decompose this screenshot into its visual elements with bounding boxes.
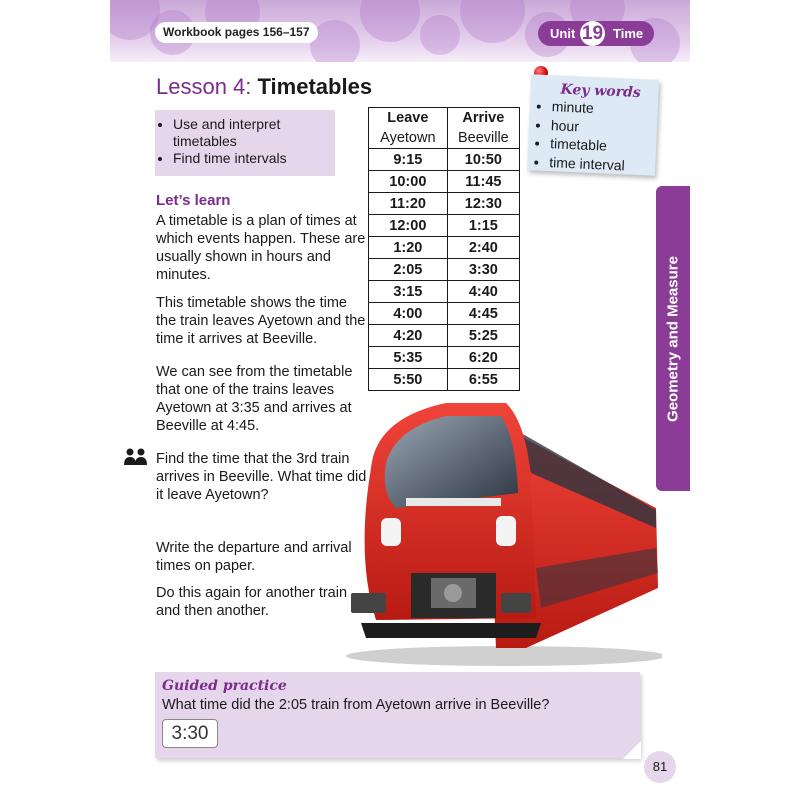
timetable-row [369, 325, 520, 347]
arrive-time: 12:30 [447, 193, 519, 215]
lets-learn-heading: Let’s learn [156, 192, 231, 209]
train-image [336, 398, 662, 668]
arrive-time: 11:45 [447, 171, 519, 193]
objective-item: • Use and interpret timetables [173, 116, 335, 150]
arrive-time: 4:45 [447, 303, 519, 325]
guided-practice-answer: 3:30 [162, 719, 218, 748]
key-word-item: • minute [551, 97, 627, 119]
activity-paragraph: Find the time that the 3rd train arrives in Beeville. What time did it leave Ayetown? [156, 451, 367, 503]
page-fold-corner [623, 741, 641, 759]
lesson-prefix: Lesson 4: [156, 74, 258, 99]
timetable [368, 107, 520, 391]
arrive-time: 6:20 [447, 347, 519, 369]
learn-paragraph: We can see from the timetable that one of the trains leaves Ayetown at 3:35 and arrives at Beeville at 4:45. [156, 364, 353, 434]
unit-label: Unit [550, 26, 576, 41]
unit-topic: Time [613, 26, 644, 41]
timetable-row [369, 149, 520, 171]
timetable-row [369, 237, 520, 259]
leave-time: 10:00 [369, 171, 448, 193]
leave-time: 1:20 [369, 237, 448, 259]
unit-number: 19 [581, 23, 604, 44]
timetable-subheader-beeville: Beeville [447, 128, 519, 149]
leave-time: 9:15 [369, 149, 448, 171]
arrive-time: 3:30 [447, 259, 519, 281]
guided-practice-box [155, 672, 640, 758]
lesson-title [156, 74, 372, 100]
arrive-time: 10:50 [447, 149, 519, 171]
pair-work-icon [124, 448, 148, 466]
activity-paragraph: Write the departure and arrival times on paper. [156, 540, 352, 574]
unit-badge [538, 21, 654, 46]
strand-label: Geometry and Measure [664, 255, 682, 422]
timetable-row [369, 281, 520, 303]
timetable-header-arrive: Arrive [447, 108, 519, 129]
timetable-row [369, 193, 520, 215]
key-words-card [527, 74, 659, 175]
leave-time: 2:05 [369, 259, 448, 281]
objectives-box [155, 110, 335, 176]
key-word-item: • timetable [550, 134, 626, 156]
leave-time: 5:50 [369, 369, 448, 391]
learn-paragraph: This timetable shows the time the train leaves Ayetown and the time it arrives at Beeville. [156, 295, 366, 347]
timetable-row [369, 171, 520, 193]
timetable-row [369, 347, 520, 369]
leave-time: 12:00 [369, 215, 448, 237]
workbook-pages-label: Workbook pages 156–157 [155, 22, 318, 43]
page-number: 81 [644, 751, 676, 783]
leave-time: 11:20 [369, 193, 448, 215]
key-word-item: • time interval [549, 153, 625, 175]
activity-paragraph: Do this again for another train and then another. [156, 585, 348, 619]
arrive-time: 1:15 [447, 215, 519, 237]
key-word-item: • hour [551, 116, 627, 138]
arrive-time: 4:40 [447, 281, 519, 303]
guided-practice-heading: Guided practice [162, 678, 287, 694]
arrive-time: 6:55 [447, 369, 519, 391]
timetable-header-leave: Leave [369, 108, 448, 129]
learn-paragraph: A timetable is a plan of times at which events happen. These are usually shown in hours and minutes. [156, 213, 366, 283]
arrive-time: 2:40 [447, 237, 519, 259]
timetable-subheader-ayetown: Ayetown [369, 128, 448, 149]
leave-time: 5:35 [369, 347, 448, 369]
leave-time: 4:00 [369, 303, 448, 325]
leave-time: 4:20 [369, 325, 448, 347]
lesson-name: Timetables [257, 74, 373, 99]
timetable-row [369, 259, 520, 281]
guided-practice-question: What time did the 2:05 train from Ayetown arrive in Beeville? [162, 697, 550, 713]
timetable-row [369, 369, 520, 391]
timetable-row [369, 303, 520, 325]
objective-item: • Find time intervals [173, 150, 335, 167]
leave-time: 3:15 [369, 281, 448, 303]
timetable-row [369, 215, 520, 237]
key-words-heading: Key words [560, 81, 642, 102]
timetable-body [369, 149, 520, 391]
arrive-time: 5:25 [447, 325, 519, 347]
